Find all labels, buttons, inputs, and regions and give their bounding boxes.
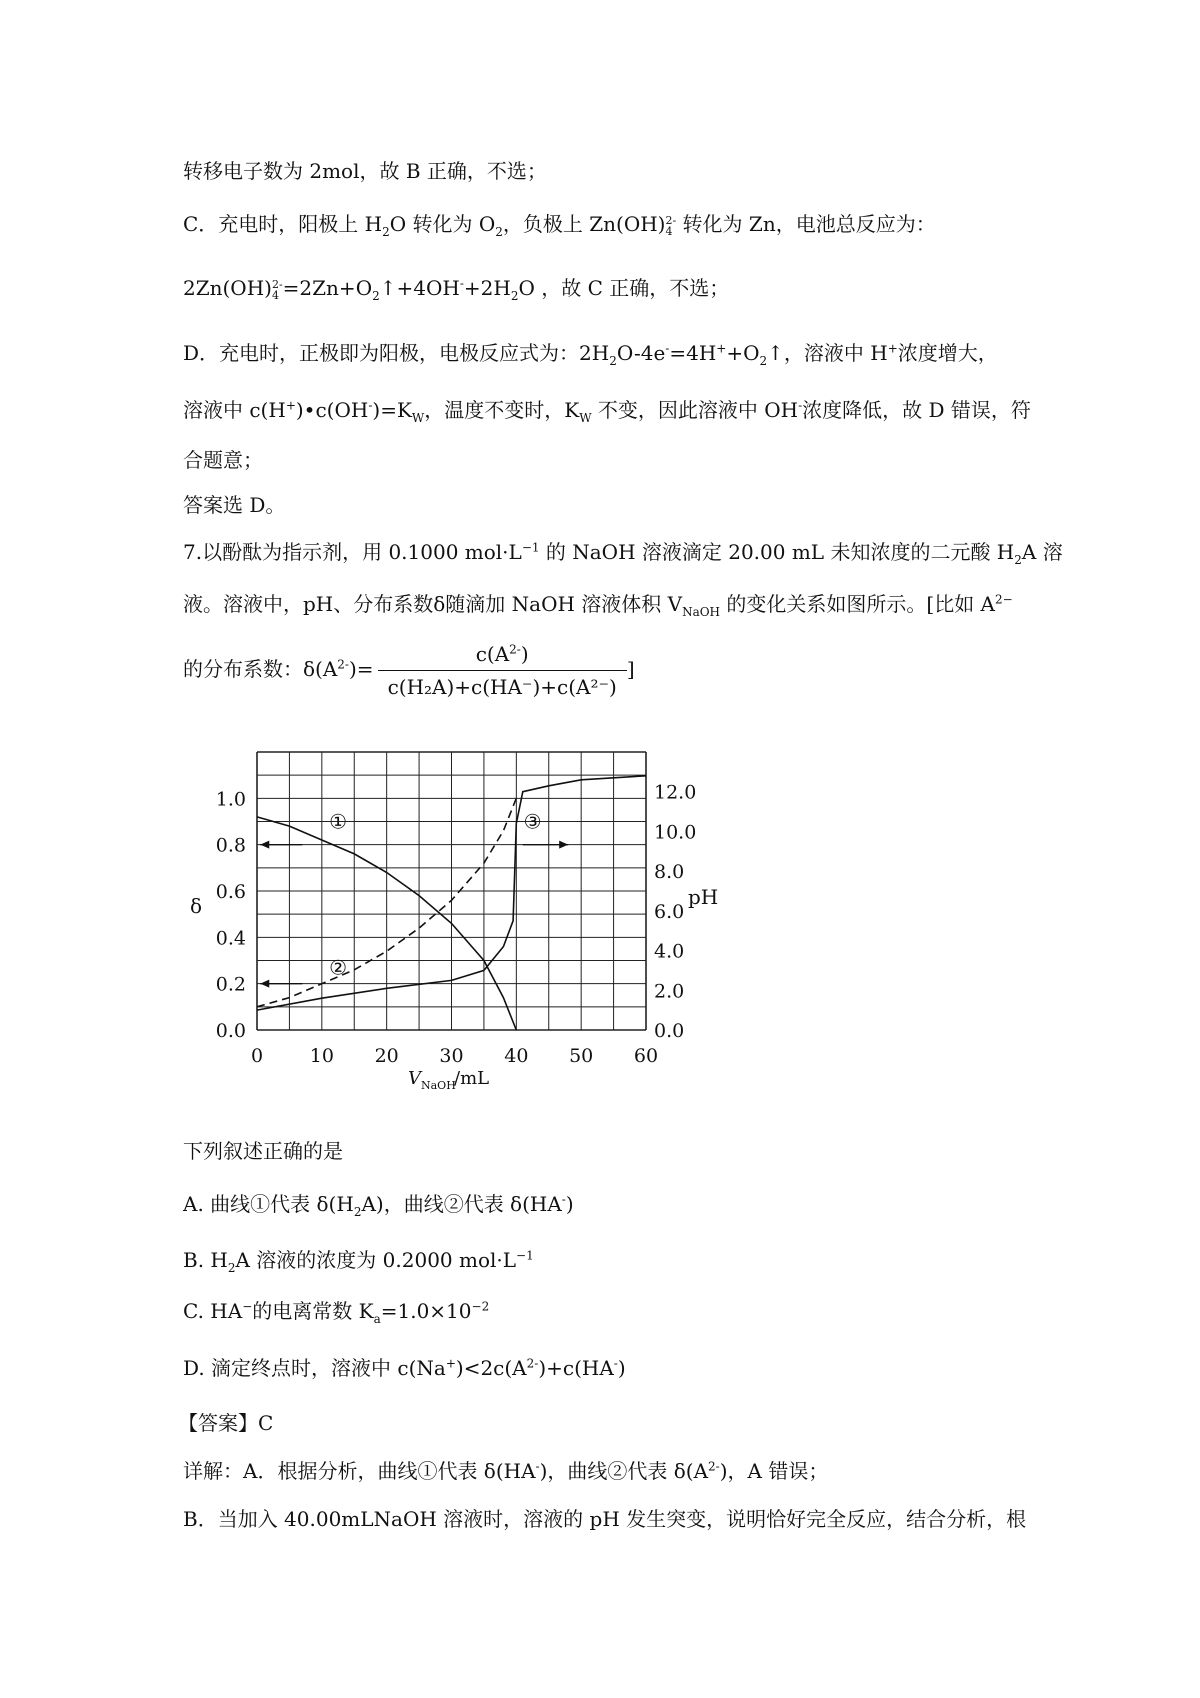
left-tick-label: 1.0 [215,788,246,811]
right-tick-label: 12.0 [654,781,697,804]
left-axis-label: δ [190,894,203,918]
x-tick-label: 60 [633,1045,659,1067]
explanation-line-2: B．当加入 40.00mLNaOH 溶液时，溶液的 pH 发生突变，说明恰好完全反应，结合分析，根 [183,1507,1027,1531]
explanation-line-1: 详解：A．根据分析，曲线①代表 δ(HA-)，曲线②代表 $\delta(A^{2-})$，A 错误； [183,1459,829,1483]
curve-marker-2: ② [329,955,348,980]
x-axis-label-v: V [408,1068,421,1089]
right-tick-label: 8.0 [654,861,685,884]
option-d: D. 滴定终点时，溶液中 $c(Na^+)<2c(A^{2-})+c(HA^-)$ [183,1356,626,1380]
right-tick-label: 0.0 [654,1020,685,1042]
x-tick-label: 30 [439,1045,464,1067]
solution-line-6: 合题意； [183,448,263,472]
option-a: A. 曲线①代表 $\delta(H_2A)$，曲线②代表 δ(HA-) [183,1192,574,1219]
chart-ticks [216,782,697,1067]
x-axis-label-unit: /mL [454,1068,490,1089]
question-line-3: 的分布系数：$\delta(A^{2-})=$ $\frac{c(A^{2-})}{\text{c(H₂A)+c(HA⁻)+c(A²⁻)}}$ ] [183,642,635,699]
solution-line-5: 溶液中 $c(H^+)•c(OH^-)=K_W$，温度不变时，$K_W$ 不变，因此溶液中 OH-浓度降低，故 D 错误，符 [183,398,1031,425]
solution-line-3: 2Zn(OH) 2- 4 $=2Zn+O_2↑+4OH^-+2H_2O$ ，故 C 正确，不选； [183,276,730,303]
curve-marker-1: ① [329,809,348,834]
left-tick-label: 0.8 [215,834,246,857]
right-axis-label: pH [688,885,719,909]
left-tick-label: 0.0 [215,1020,246,1042]
left-tick-label: 0.4 [215,927,246,950]
option-b: B. $H_2A$ 溶液的浓度为 0.2000 $mol\cdot L^{-1}$ [183,1248,534,1275]
x-axis-label-sub: NaOH [421,1079,456,1092]
right-tick-label: 4.0 [654,940,685,963]
x-tick-label: 20 [374,1045,399,1067]
right-tick-label: 10.0 [654,821,697,844]
right-tick-label: 2.0 [654,980,685,1003]
x-tick-label: 10 [309,1045,334,1067]
solution-line-4: D．充电时，正极即为阳极，电极反应式为：$2H_2O-4e^-=4H^++O_2↑$，溶液中 H+浓度增大， [183,341,998,368]
solution-line-1: 转移电子数为 2mol，故 B 正确，不选； [183,159,547,183]
arrow-right-3-head [559,841,568,849]
question-line-2: 液。溶液中，pH、分布系数δ随滴加 NaOH 溶液体积 $V_{NaOH}$ 的变化关系如图所示。[比如 $A^{2-}$ [183,592,1013,619]
x-tick-label: 40 [504,1045,529,1067]
question-line-1: 7.以酚酞为指示剂，用 0.1000 $mol\cdot L^{-1}$ 的 NaOH 溶液滴定 20.00 mL 未知浓度的二元酸 $H_2A$ 溶 [183,540,1063,567]
distribution-fraction: $\frac{c(A^{2-})}{\text{c(H₂A)+c(HA⁻)+c(A²⁻)}}$ [378,640,627,701]
solution-answer: 答案选 D。 [183,493,286,517]
curve-marker-3: ③ [523,809,542,834]
answer-label: 【答案】C [178,1411,274,1435]
x-tick-label: 0 [250,1045,264,1067]
arrow-left-2-head [260,980,269,988]
option-c: C. HA−的电离常数 $K_a=1.0\times 10^{-2}$ [183,1299,490,1326]
x-tick-label: 50 [569,1045,594,1067]
question-prompt: 下列叙述正确的是 [183,1139,343,1163]
arrow-left-1-head [260,841,269,849]
left-tick-label: 0.2 [215,973,246,996]
right-tick-label: 6.0 [654,900,685,923]
left-tick-label: 0.6 [215,881,246,903]
solution-line-2: C．充电时，阳极上 $H_2O$ 转化为 $O_2$，负极上 Zn(OH) 2- 4 转化为 Zn，电池总反应为： [183,212,936,239]
chart-grid [257,752,646,1030]
